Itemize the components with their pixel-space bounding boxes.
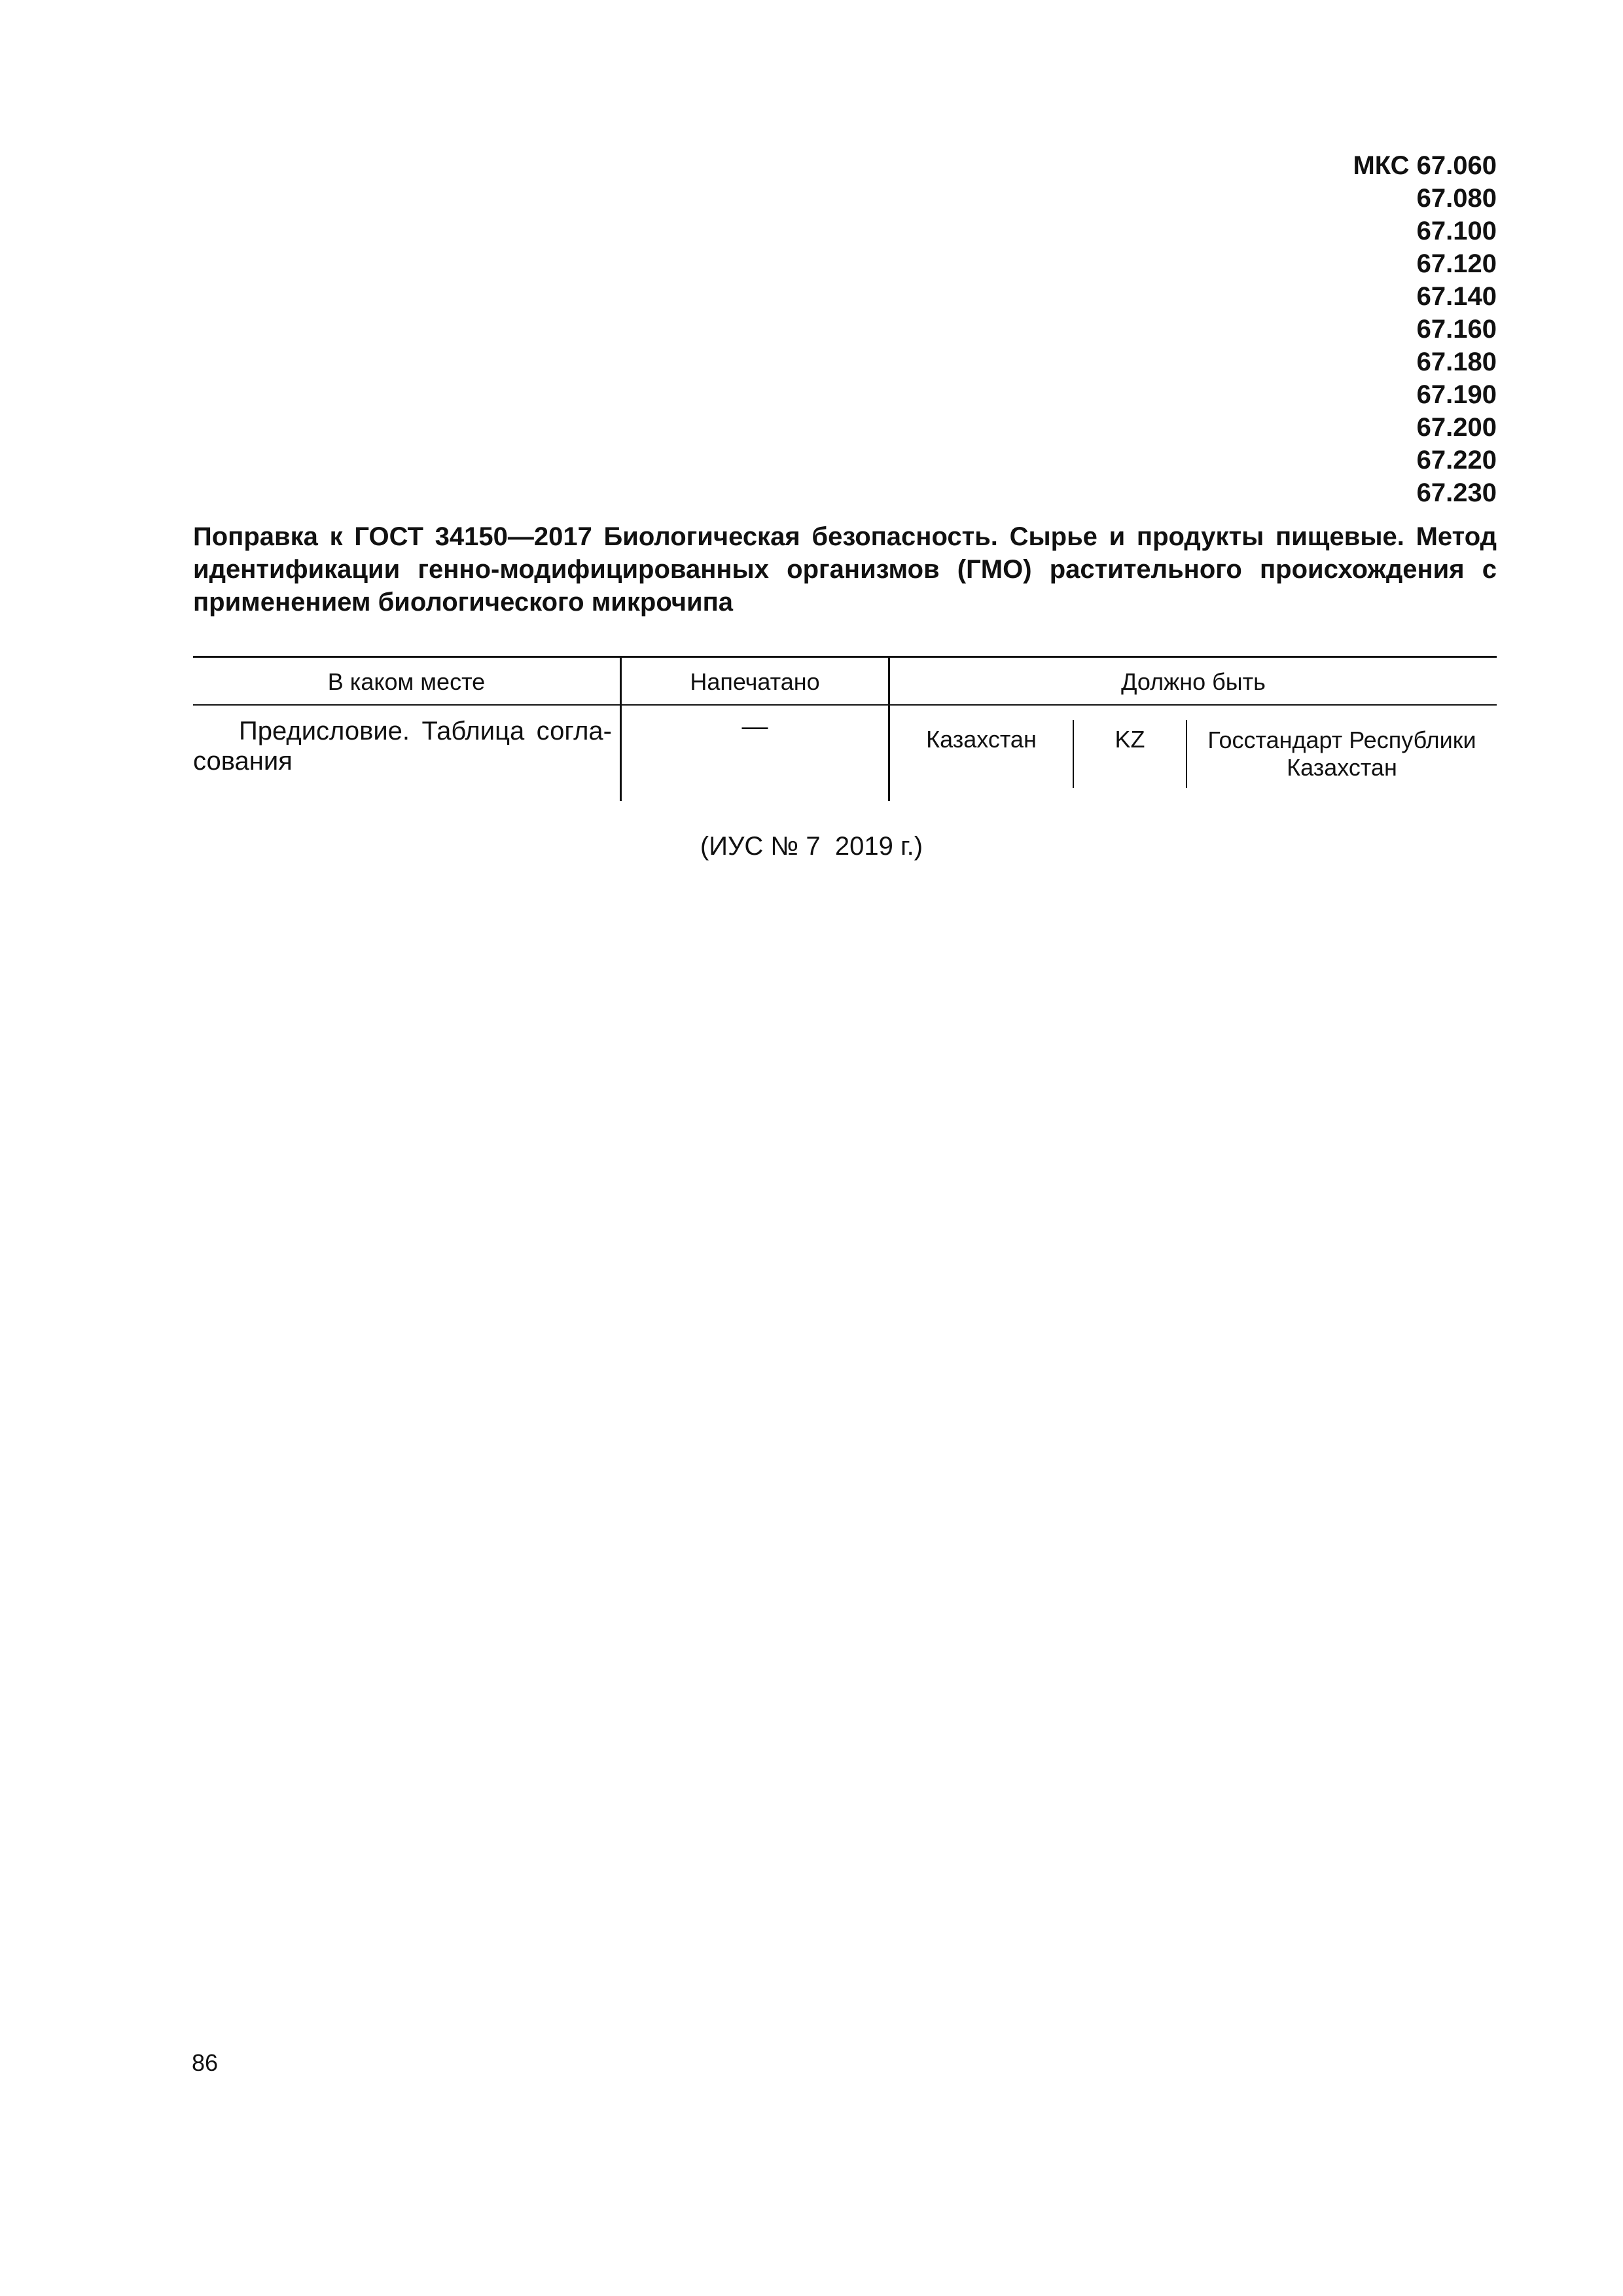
- mks-code: 67.190: [1416, 380, 1497, 409]
- cell-printed: —: [741, 712, 768, 741]
- table-top-rule: [193, 656, 1497, 658]
- header-should-be: Должно быть: [1121, 668, 1266, 695]
- cell-country: Казахстан: [926, 726, 1037, 753]
- mks-code: 67.230: [1416, 478, 1497, 507]
- ius-reference: (ИУС № 7 2019 г.): [700, 832, 923, 861]
- mks-code: 67.140: [1416, 282, 1497, 311]
- cell-agency: Госстандарт Республики Казахстан: [1207, 726, 1476, 781]
- cell-where: Предисловие. Таблица согла-сования: [193, 717, 612, 776]
- mks-code: 67.080: [1416, 184, 1497, 213]
- mks-code: 67.220: [1416, 446, 1497, 475]
- mks-code: 67.100: [1416, 217, 1497, 245]
- page-number: 86: [192, 2049, 219, 2076]
- mks-code: 67.180: [1416, 348, 1497, 376]
- table-header-rule: [193, 704, 1497, 706]
- mks-code: МКС 67.060: [1353, 151, 1497, 180]
- mks-codes: [1353, 149, 1497, 509]
- mks-code: 67.200: [1416, 413, 1497, 442]
- document-title: Поправка к ГОСТ 34150—2017 Биологическая безопасность. Сырье и продукты пищевые. Метод идентификации генно-модифицированных организмов (ГМО) растительного происхождения с применением биологического микрочипа: [193, 522, 1497, 617]
- header-printed: Напечатано: [690, 668, 820, 695]
- mks-code: 67.120: [1416, 249, 1497, 278]
- cell-country-code: KZ: [1115, 726, 1145, 753]
- mks-code: 67.160: [1416, 315, 1497, 344]
- header-where: В каком месте: [327, 668, 486, 695]
